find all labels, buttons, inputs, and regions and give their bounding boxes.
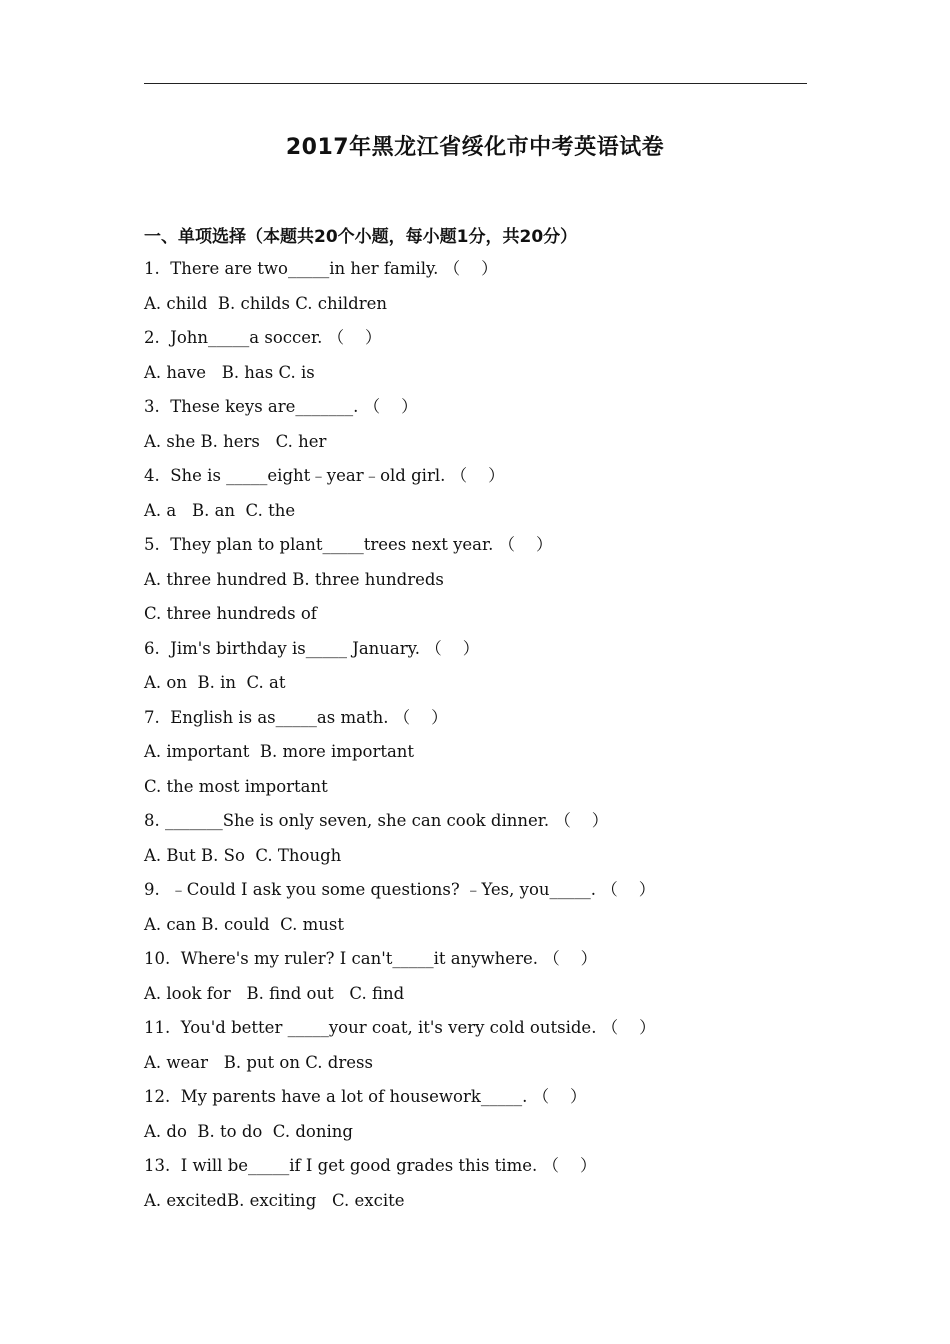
question-9: 9. ﹣Could I ask you some questions? ﹣Yes, you_____. （ ） [144,880,656,899]
question-6: 6. Jim's birthday is_____ January. （ ） [144,638,480,658]
question-4: 4. She is _____eight﹣year﹣old girl. （ ） [144,466,505,485]
question-4-options: A. a B. an C. the [144,500,296,520]
question-list [144,255,844,1221]
question-5-options-line-2: C. three hundreds of [144,604,317,623]
question-7: 7. English is as_____as math. （ ） [144,707,448,727]
question-8-options: A. But B. So C. Though [144,845,342,865]
question-3: 3. These keys are_______. （ ） [144,397,418,416]
question-10: 10. Where's my ruler? I can't_____it anywhere. （ ） [144,949,598,968]
question-11: 11. You'd better _____your coat, it's very cold outside. （ ） [144,1018,656,1037]
question-12-options: A. do B. to do C. doning [144,1121,353,1141]
question-5-options-line-1: A. three hundred B. three hundreds [144,569,444,589]
question-11-options: A. wear B. put on C. dress [144,1052,373,1072]
question-2: 2. John_____a soccer. （ ） [144,328,382,347]
question-12: 12. My parents have a lot of housework_____. （ ） [144,1087,587,1106]
question-6-options: A. on B. in C. at [144,673,286,692]
question-13: 13. I will be_____if I get good grades this time. （ ） [144,1156,597,1175]
header-rule [144,83,807,84]
exam-title: 2017年黑龙江省绥化市中考英语试卷 [285,135,665,160]
question-1-options: A. child B. childs C. children [144,293,387,313]
question-9-options: A. can B. could C. must [144,914,344,934]
question-8: 8. _______She is only seven, she can cook dinner. （ ） [144,811,609,830]
section-heading: 一、单项选择（本题共20个小题，每小题1分，共20分） [144,227,578,247]
question-5: 5. They plan to plant_____trees next year. （ ） [144,535,553,554]
question-13-options: A. excitedB. exciting C. excite [144,1190,405,1210]
question-2-options: A. have B. has C. is [144,362,315,382]
question-7-options-line-2: C. the most important [144,776,328,796]
question-1: 1. There are two_____in her family. （ ） [144,259,498,278]
question-3-options: A. she B. hers C. her [144,431,327,451]
question-10-options: A. look for B. find out C. find [144,983,405,1003]
question-7-options-line-1: A. important B. more important [144,742,415,761]
